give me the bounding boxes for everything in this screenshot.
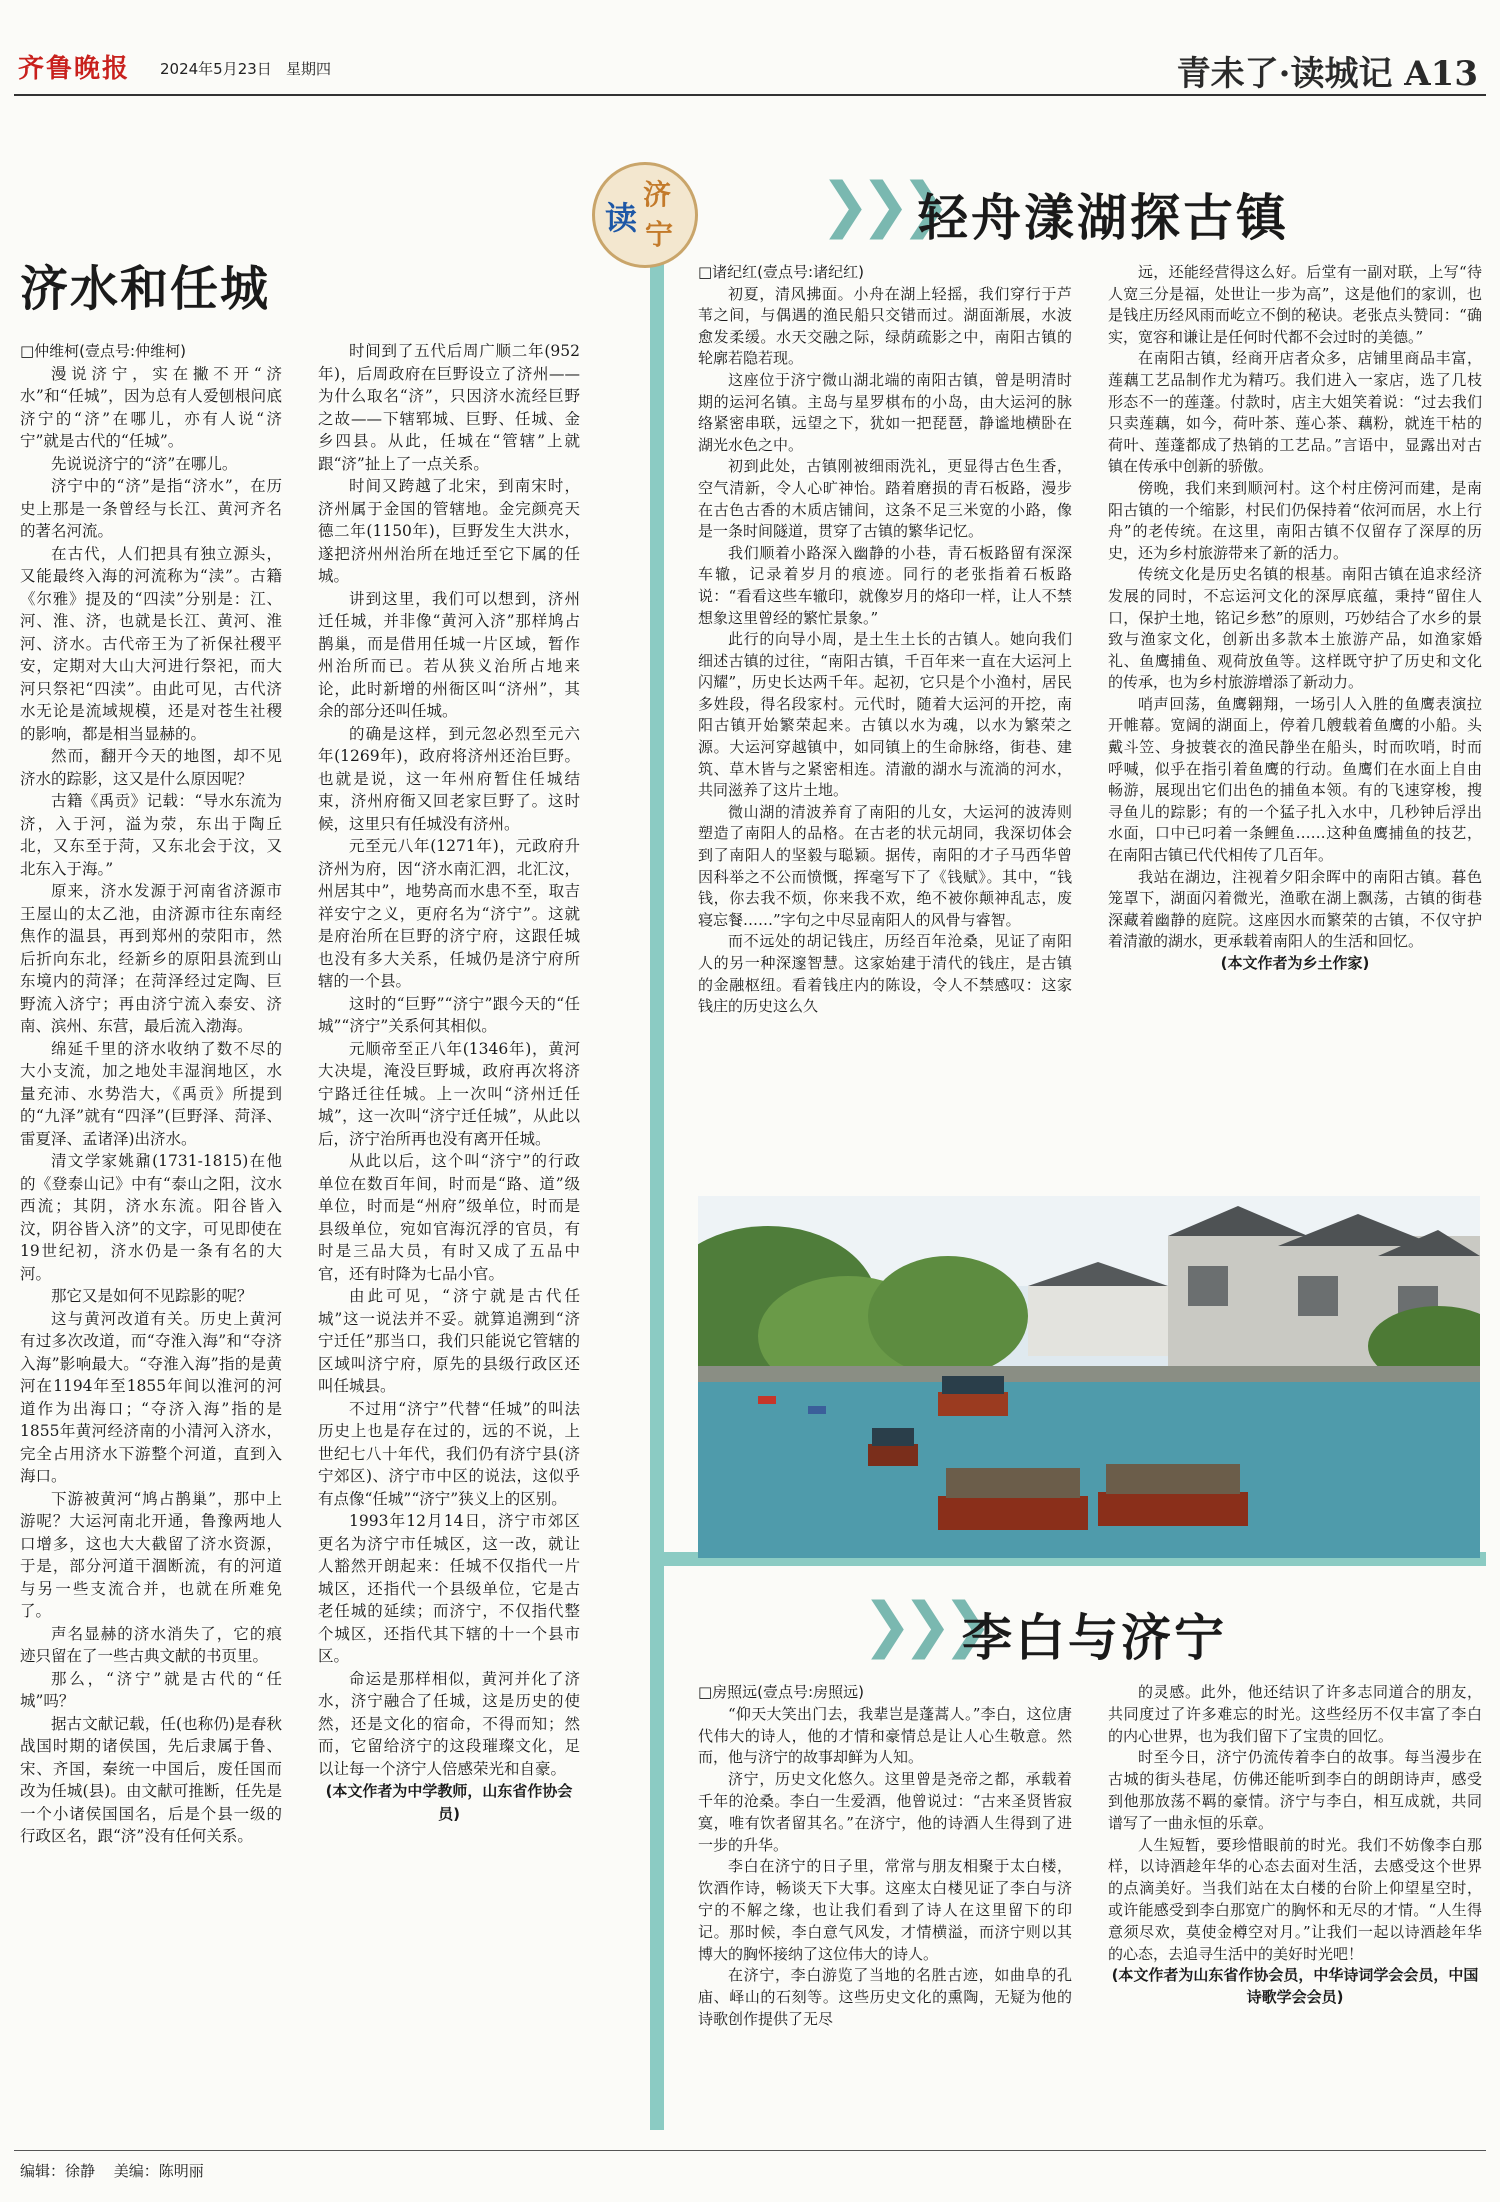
article2-col2-body	[1108, 262, 1482, 953]
badge-char-ji: 济	[643, 178, 672, 211]
paragraph: 我们顺着小路深入幽静的小巷，青石板路留有深深车辙，记录着岁月的痕迹。同行的老张指着石板路说：“看看这些车辙印，就像岁月的烙印一样，让人不禁想象这里曾经的繁忙景象。”	[698, 543, 1072, 627]
paragraph: 声名显赫的济水消失了，它的痕迹只留在了一些古典文献的书页里。	[20, 1624, 282, 1665]
issue-date: 2024年5月23日	[160, 60, 272, 78]
designer-credit: 美编：陈明丽	[113, 2162, 204, 2180]
masthead-logo: 齐鲁晚报	[18, 54, 131, 84]
paragraph: 在南阳古镇，经商开店者众多，店铺里商品丰富，莲藕工艺品制作尤为精巧。我们进入一家店，选了几枝形态不一的莲蓬。付款时，店主大姐笑着说：“过去我们只卖莲藕，如今，荷叶茶、莲心茶、藕粉，就连干枯的荷叶、莲蓬都成了热销的工艺品。”言语中，显露出对古镇在传承中创新的骄傲。	[1108, 349, 1482, 476]
paragraph: 远，还能经营得这么好。后堂有一副对联，上写“待人宽三分是福，处世让一步为高”，这是他们的家训，也是钱庄历经风雨而屹立不倒的秘诀。老张点头赞同：“确实，宽容和谦让是任何时代都不会过时的美德。”	[1108, 263, 1482, 346]
paragraph: 下游被黄河“鸠占鹊巢”，那中上游呢？大运河南北开通，鲁豫两地人口增多，这也大大截留了济水资源，于是，部分河道干涸断流，有的河道与另一些支流合并，也就在所难免了。	[20, 1489, 282, 1620]
article3-title: 李白与济宁	[962, 1608, 1227, 1667]
header-rule	[14, 94, 1486, 96]
paragraph: 微山湖的清波养育了南阳的儿女，大运河的波涛则塑造了南阳人的品格。在古老的状元胡同，我深切体会到了南阳人的坚毅与聪颖。据传，南阳的才子马西华曾因科举之不公而愤慨，挥毫写下了《钱赋》。其中，“钱钱，你去我不烦，你来我不欢，绝不被你颠神乱志，废寝忘餐……”字句之中尽显南阳人的风骨与睿智。	[698, 802, 1072, 929]
paragraph: 由此可见，“济宁就是古代任城”这一说法并不妥。就算追溯到“济宁迁任”那当口，我们只能说它管辖的区域叫济宁府，原先的县级行政区还叫任城县。	[318, 1287, 580, 1395]
paragraph: 先说说济宁的“济”在哪儿。	[51, 454, 238, 473]
article2-byline: □诸纪红(壹点号:诸纪红)	[698, 263, 864, 281]
paragraph: 命运是那样相似，黄河并化了济水，济宁融合了任城，这是历史的使然，还是文化的宿命，不得而知；然而，它留给济宁的这段璀璨文化，足以让每一个济宁人倍感荣光和自豪。	[318, 1669, 580, 1778]
read-jining-badge	[592, 162, 698, 268]
article1-column1	[20, 340, 282, 1848]
paragraph: 这与黄河改道有关。历史上黄河有过多次改道，而“夺淮入海”和“夺济入海”影响最大。“夺淮入海”指的是黄河在1194年至1855年间以淮河的河道作为出海口；“夺济入海”指的是1855年黄河经济南的小清河入济水，完全占用济水下游整个河道，直到入海口。	[20, 1309, 282, 1485]
paragraph: 李白在济宁的日子里，常常与朋友相聚于太白楼，饮酒作诗，畅谈天下大事。这座太白楼见证了李白与济宁的不解之缘，也让我们看到了诗人在这里留下的印记。那时候，李白意气风发，才情横溢，而济宁则以其博大的胸怀接纳了这位伟大的诗人。	[698, 1857, 1072, 1963]
article3-col1-body	[698, 1704, 1072, 2031]
paragraph: 哨声回荡，鱼鹰翱翔，一场引人入胜的鱼鹰表演拉开帷幕。宽阔的湖面上，停着几艘载着鱼鹰的小船。头戴斗笠、身披蓑衣的渔民静坐在船头，时而吹哨，时而呼喊，似乎在指引着鱼鹰的行动。鱼鹰们在水面上自由畅游，展现出它们出色的捕鱼本领。有的飞速穿梭，搜寻鱼儿的踪影；有的一个猛子扎入水中，几秒钟后浮出水面，口中已叼着一条鲤鱼……这种鱼鹰捕鱼的技艺，在南阳古镇已代代相传了几百年。	[1108, 694, 1482, 865]
article1-author-note: (本文作者为中学教师，山东省作协会员)	[325, 1782, 573, 1823]
article2-column1	[698, 262, 1072, 1018]
page-header	[14, 38, 1486, 94]
teal-divider-vertical	[650, 222, 664, 1552]
article2-col1-body	[698, 284, 1072, 1018]
paragraph: 讲到这里，我们可以想到，济州迁任城，并非像“黄河入济”那样鸠占鹊巢，而是借用任城一片区域，暂作州治所而已。若从狭义治所占地来论，此时新增的州衙区叫“济州”，其余的部分还叫任城。	[318, 589, 580, 720]
nanyang-town-photo	[698, 1196, 1480, 1558]
article3-col2-body	[1108, 1682, 1482, 1965]
paragraph: 在济宁，李白游览了当地的名胜古迹，如曲阜的孔庙、峄山的石刻等。这些历史文化的熏陶，无疑为他的诗歌创作提供了无尽	[698, 1966, 1072, 2028]
paragraph: 1993年12月14日，济宁市郊区更名为济宁市任城区，这一改，就让人豁然开朗起来：任城不仅指代一片城区，还指代一个县级单位，它是古老任城的延续；而济宁，不仅指代整个城区，还指代其下辖的十一个县市区。	[318, 1512, 580, 1665]
paragraph: 绵延千里的济水收纳了数不尽的大小支流，加之地处丰湿润地区，水量充沛、水势浩大，《禹贡》所提到的“九泽”就有“四泽”(巨野泽、菏泽、雷夏泽、孟诸泽)出济水。	[20, 1039, 282, 1148]
paragraph: 那么，“济宁”就是古代的“任城”吗？	[20, 1669, 282, 1710]
paragraph: 元顺帝至正八年(1346年)，黄河大决堤，淹没巨野城，政府再次将济宁路迁往任城。上一次叫“济州迁任城”，这一次叫“济宁迁任城”，从此以后，济宁治所再也没有离开任城。	[318, 1039, 580, 1148]
badge-char-ning: 宁	[645, 218, 674, 251]
paragraph: 那它又是如何不见踪影的呢？	[51, 1287, 253, 1305]
paragraph: 而不远处的胡记钱庄，历经百年沧桑，见证了南阳人的另一种深邃智慧。这家始建于清代的钱庄，是古镇的金融枢纽。看着钱庄内的陈设，令人不禁感叹：这家钱庄的历史这么久	[698, 932, 1072, 1016]
article3-author-note: (本文作者为山东省作协会员，中华诗词学会会员，中国诗歌学会会员)	[1111, 1966, 1479, 2007]
article3-byline: □房照远(壹点号:房照远)	[698, 1683, 864, 1701]
canal-town-illustration	[698, 1196, 1480, 1558]
paragraph: “仰天大笑出门去，我辈岂是蓬蒿人。”李白，这位唐代伟大的诗人，他的才情和豪情总是让人心生敬意。然而，他与济宁的故事却鲜为人知。	[698, 1704, 1072, 1767]
paragraph: 古籍《禹贡》记载：“导水东流为济，入于河，溢为荥，东出于陶丘北，又东至于菏，又东北会于汶，又北东入于海。”	[20, 792, 282, 878]
paragraph: 傍晚，我们来到顺河村。这个村庄傍河而建，是南阳古镇的一个缩影，村民们仍保持着“依河而居，水上行舟”的老传统。在这里，南阳古镇不仅留存了深厚的历史，还为乡村旅游带来了新的活力。	[1108, 478, 1482, 562]
article1-col1-body	[20, 363, 282, 1848]
article3-column1	[698, 1682, 1072, 2031]
paragraph: 此行的向导小周，是土生土长的古镇人。她向我们细述古镇的过往，“南阳古镇，千百年来一直在大运河上闪耀”，历史长达两千年。起初，它只是个小渔村，居民多姓段，得名段家村。元代时，随着大运河的开挖，南阳古镇开始繁荣起来。古镇以水为魂，以水为繁荣之源。大运河穿越镇中，如同镇上的生命脉络，街巷、建筑、草木皆与之紧密相连。清澈的湖水与流淌的河水，共同滋养了这片土地。	[698, 630, 1072, 800]
editor-credit: 编辑：徐静	[20, 2162, 96, 2180]
paragraph: 元至元八年(1271年)，元政府升济州为府，因“济水南汇泗，北汇汶，州居其中”，地势高而水患不至，取吉祥安宁之义，更府名为“济宁”。这就是府治所在巨野的济宁府，这跟任城也没有多大关系，任城仍是济宁府所辖的一个县。	[318, 837, 580, 990]
article2-title: 轻舟漾湖探古镇	[918, 188, 1289, 247]
paragraph: 清文学家姚鼐(1731-1815)在他的《登泰山记》中有“泰山之阳，汶水西流；其阴，济水东流。阳谷皆入汶，阴谷皆入济”的文字，可见即使在19世纪初，济水仍是一条有名的大河。	[20, 1152, 282, 1283]
article1-col2-body	[318, 340, 580, 1780]
article2-column2	[1108, 262, 1482, 975]
paragraph: 我站在湖边，注视着夕阳余晖中的南阳古镇。暮色笼罩下，湖面闪着微光，渔歌在湖上飘荡，古镇的街巷深藏着幽静的庭院。这座因水而繁荣的古镇，不仅守护着清澈的湖水，更承载着南阳人的生活和回忆。	[1108, 867, 1482, 951]
issue-weekday: 星期四	[286, 60, 332, 78]
chevron-icon: ❯❯❯	[820, 170, 941, 240]
paragraph: 人生短暂，要珍惜眼前的时光。我们不妨像李白那样，以诗酒趁年华的心态去面对生活，去感受这个世界的点滴美好。当我们站在太白楼的台阶上仰望星空时，或许能感受到李白那宽广的胸怀和无尽的才情。“人生得意须尽欢，莫使金樽空对月。”让我们一起以诗酒趁年华的心态，去追寻生活中的美好时光吧！	[1108, 1835, 1482, 1963]
article1-title: 济水和任城	[20, 261, 271, 317]
paragraph: 原来，济水发源于河南省济源市王屋山的太乙池，由济源市往东南经焦作的温县，再到郑州的荥阳市，然后折向东北，经新乡的原阳县流到山东境内的菏泽；在菏泽经过定陶、巨野流入济宁；再由济宁流入泰安、济南、滨州、东营，最后流入渤海。	[20, 882, 282, 1035]
teal-divider-lower	[650, 1550, 664, 2130]
article1-byline: □仲维柯(壹点号:仲维柯)	[20, 342, 186, 360]
paragraph: 济宁中的“济”是指“济水”，在历史上那是一条曾经与长江、黄河齐名的著名河流。	[20, 477, 282, 540]
section-title: 青未了·读城记 A13	[1176, 54, 1478, 94]
paragraph: 传统文化是历史名镇的根基。南阳古镇在追求经济发展的同时，不忘运河文化的深厚底蕴，秉持“留住人口，保护土地，铭记乡愁”的原则，巧妙结合了水乡的景致与渔家文化，创新出多款本土旅游产品，如渔家婚礼、鱼鹰捕鱼、观荷放鱼等。这样既守护了历史和文化的传承，也为乡村旅游增添了新动力。	[1108, 565, 1482, 692]
paragraph: 的确是这样，到元忽必烈至元六年(1269年)，政府将济州还治巨野。也就是说，这一年州府暂住任城结束，济州府衙又回老家巨野了。这时候，这里只有任城没有济州。	[318, 724, 580, 833]
page-footer	[20, 2160, 204, 2181]
paragraph: 初夏，清风拂面。小舟在湖上轻摇，我们穿行于芦苇之间，与偶遇的渔民船只交错而过。湖面渐展，水波愈发柔缓。水天交融之际，绿荫疏影之中，南阳古镇的轮廓若隐若现。	[698, 284, 1072, 368]
paragraph: 这时的“巨野”“济宁”跟今天的“任城”“济宁”关系何其相似。	[318, 994, 580, 1035]
paragraph: 这座位于济宁微山湖北端的南阳古镇，曾是明清时期的运河名镇。主岛与星罗棋布的小岛，由大运河的脉络紧密串联，远望之下，犹如一把琵琶，静谧地横卧在湖光水色之中。	[698, 370, 1072, 454]
paragraph: 的灵感。此外，他还结识了许多志同道合的朋友，共同度过了许多难忘的时光。这些经历不仅丰富了李白的内心世界，也为我们留下了宝贵的回忆。	[1108, 1683, 1482, 1745]
paragraph: 时间到了五代后周广顺二年(952年)，后周政府在巨野设立了济州——为什么取名“济”，只因济水流经巨野之故——下辖郓城、巨野、任城、金乡四县。从此，任城在“管辖”上就跟“济”扯上了一点关系。	[318, 342, 580, 473]
paragraph: 从此以后，这个叫“济宁”的行政单位在数百年间，时而是“路、道”级单位，时而是“州府”级单位，时而是县级单位，宛如官海沉浮的官员，有时是三品大员，有时又成了五品中官，还有时降为七品小官。	[318, 1152, 580, 1283]
footer-rule	[14, 2150, 1486, 2151]
paragraph: 漫说济宁，实在撇不开“济水”和“任城”，因为总有人爱刨根问底济宁的“济”在哪儿，亦有人说“济宁”就是古代的“任城”。	[20, 364, 282, 450]
paragraph: 据古文献记载，任(也称仍)是春秋战国时期的诸侯国，先后隶属于鲁、宋、齐国，秦统一中国后，废任国而改为任城(县)。由文献可推断，任先是一个小诸侯国国名，后是个县一级的行政区名，跟“济”没有任何关系。	[20, 1714, 282, 1845]
paragraph: 在古代，人们把具有独立源头，又能最终入海的河流称为“渎”。古籍《尔雅》提及的“四渎”分别是：江、河、淮、济，也就是长江、黄河、淮河、济水。古代帝王为了祈保社稷平安，定期对大山大河进行祭祀，而大河只祭祀“四渎”。由此可见，古代济水无论是流域规模，还是对苍生社稷的影响，都是相当显赫的。	[20, 544, 282, 743]
chevron-icon-2: ❯❯❯	[862, 1590, 983, 1660]
paragraph: 时至今日，济宁仍流传着李白的故事。每当漫步在古城的街头巷尾，仿佛还能听到李白的朗朗诗声，感受到他那放荡不羁的豪情。济宁与李白，相互成就，共同谱写了一曲永恒的乐章。	[1108, 1748, 1482, 1832]
article2-author-note: (本文作者为乡土作家)	[1220, 954, 1370, 972]
paragraph: 时间又跨越了北宋，到南宋时，济州属于金国的管辖地。金完颜亮天德二年(1150年)，巨野发生大洪水，遂把济州州治所在地迁至它下属的任城。	[318, 477, 580, 585]
paragraph: 济宁，历史文化悠久。这里曾是尧帝之都，承载着千年的沧桑。李白一生爱酒，他曾说过：“古来圣贤皆寂寞，唯有饮者留其名。”在济宁，他的诗酒人生得到了进一步的升华。	[698, 1770, 1072, 1854]
paragraph: 初到此处，古镇刚被细雨洗礼，更显得古色生香，空气清新，令人心旷神怡。踏着磨损的青石板路，漫步在古色古香的木质店铺间，这条不足三米宽的小路，像是一条时间隧道，贯穿了古镇的繁华记忆。	[698, 457, 1072, 541]
article3-column2	[1108, 1682, 1482, 2009]
paragraph: 然而，翻开今天的地图，却不见济水的踪影，这又是什么原因呢？	[20, 747, 282, 788]
badge-char-read: 读	[605, 199, 638, 237]
paragraph: 不过用“济宁”代替“任城”的叫法历史上也是存在过的，远的不说，上世纪七八十年代，我们仍有济宁县(济宁郊区)、济宁市中区的说法，这似乎有点像“任城”“济宁”狭义上的区别。	[318, 1399, 580, 1508]
article1-column2	[318, 340, 580, 1825]
